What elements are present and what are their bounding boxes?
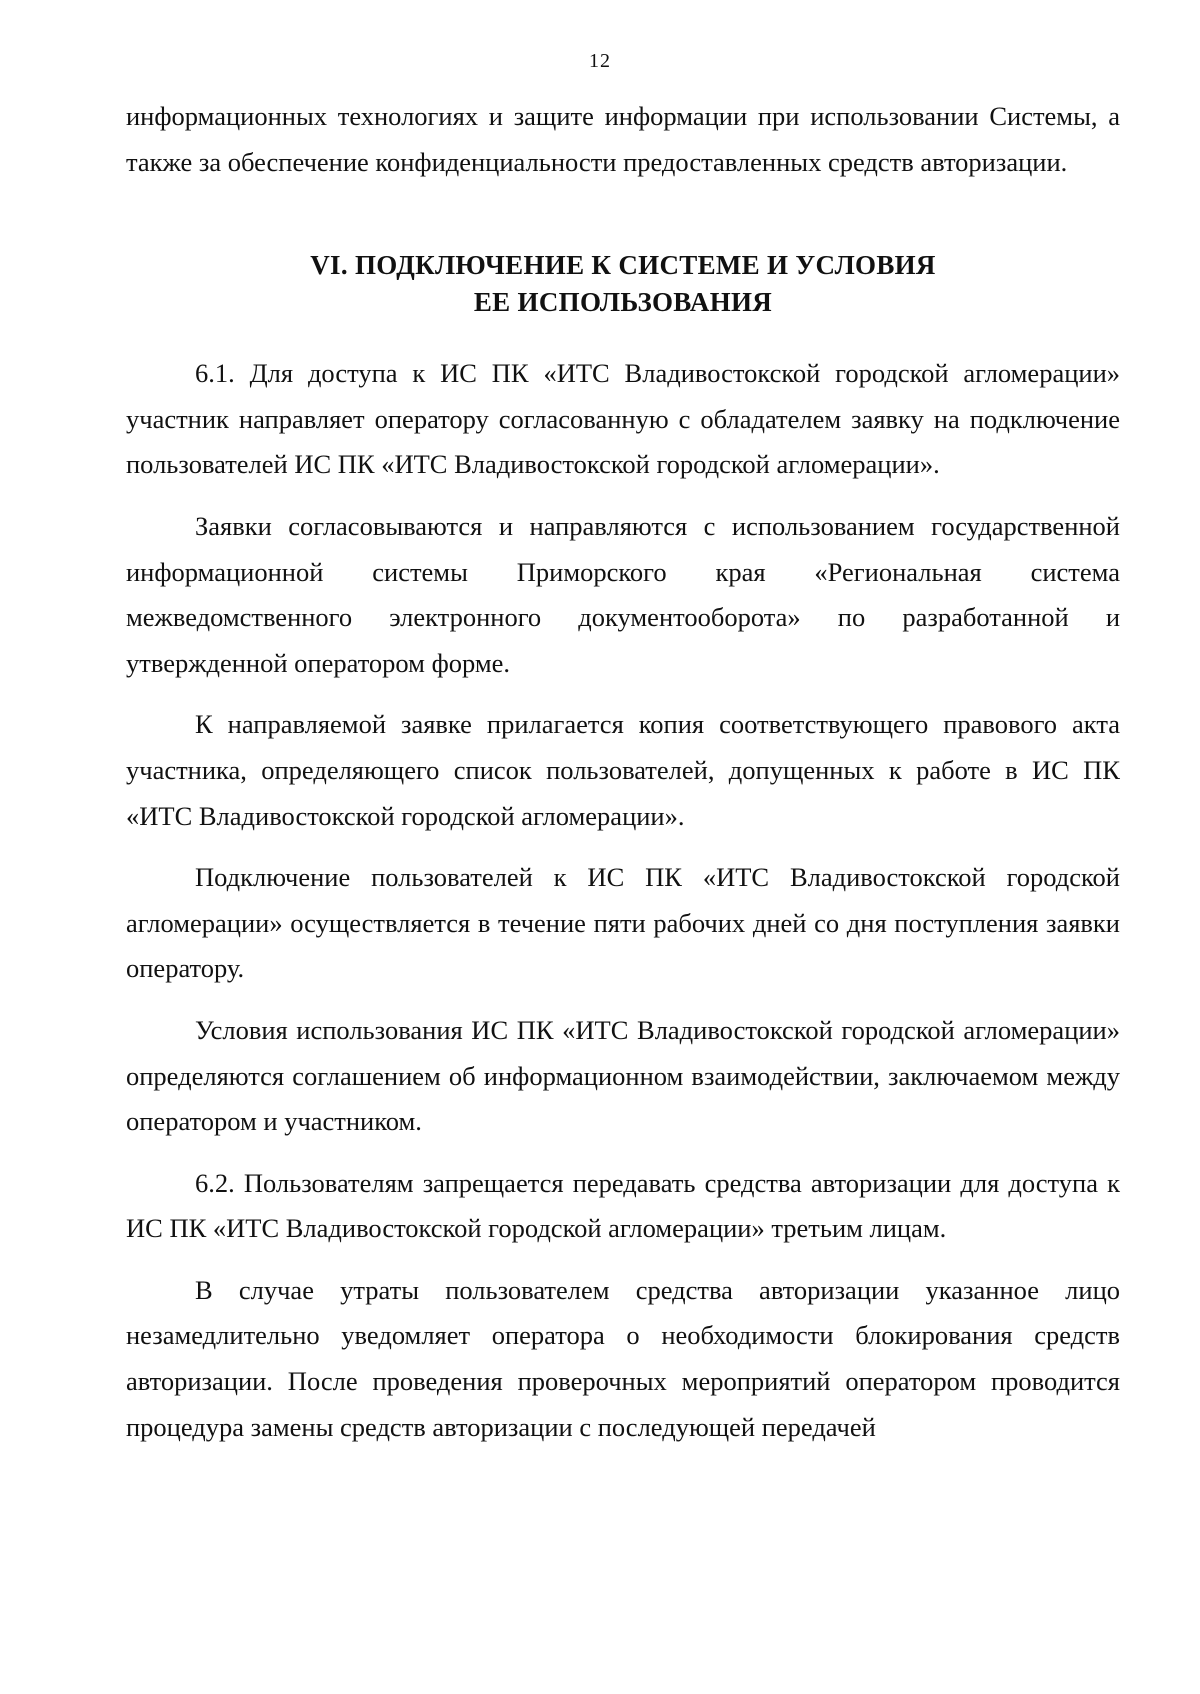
paragraph-attached-act: К направляемой заявке прилагается копия соответствующего правового акта участника, определяющего список пользователей, допущенных к работе в ИС ПК «ИТС Владивостокской городской агломерации». [126, 709, 1120, 831]
paragraph-usage-conditions: Условия использования ИС ПК «ИТС Владивостокской городской агломерации» определяются соглашением об информационном взаимодействии, заключаемом между оператором и участником. [126, 1014, 1120, 1137]
section-heading-line-2: ЕЕ ИСПОЛЬЗОВАНИЯ [473, 287, 773, 318]
page-number: 12 [589, 50, 611, 72]
page-content [126, 94, 1120, 1450]
paragraph-requests-approval: Заявки согласовываются и направляются с использованием государственной информационной системы Приморского края «Региональная система межведомственного электронного документооборота» по разработанной и утвержденной оператором форме. [126, 510, 1120, 678]
paragraph-6-1: 6.1. Для доступа к ИС ПК «ИТС Владивостокской городской агломерации» участник направляет оператору согласованную с обладателем заявку на подключение пользователей ИС ПК «ИТС Владивостокской городской агломерации». [126, 358, 1120, 480]
paragraph-connection-term: Подключение пользователей к ИС ПК «ИТС Владивостокской городской агломерации» осуществляется в течение пяти рабочих дней со дня поступления заявки оператору. [126, 862, 1120, 984]
paragraph-6-2: 6.2. Пользователям запрещается передавать средства авторизации для доступа к ИС ПК «ИТС Владивостокской городской агломерации» третьим лицам. [126, 1167, 1120, 1244]
intro-paragraph: информационных технологиях и защите информации при использовании Системы, а также за обеспечение конфиденциальности предоставленных средств авторизации. [126, 101, 1120, 177]
paragraph-loss-of-credentials: В случае утраты пользователем средства авторизации указанное лицо незамедлительно уведомляет оператора о необходимости блокирования средств авторизации. После проведения проверочных мероприятий оператором проводится процедура замены средств авторизации с последующей передачей [126, 1274, 1120, 1442]
section-heading [126, 247, 1120, 321]
section-heading-line-1: VI. ПОДКЛЮЧЕНИЕ К СИСТЕМЕ И УСЛОВИЯ [310, 250, 936, 281]
